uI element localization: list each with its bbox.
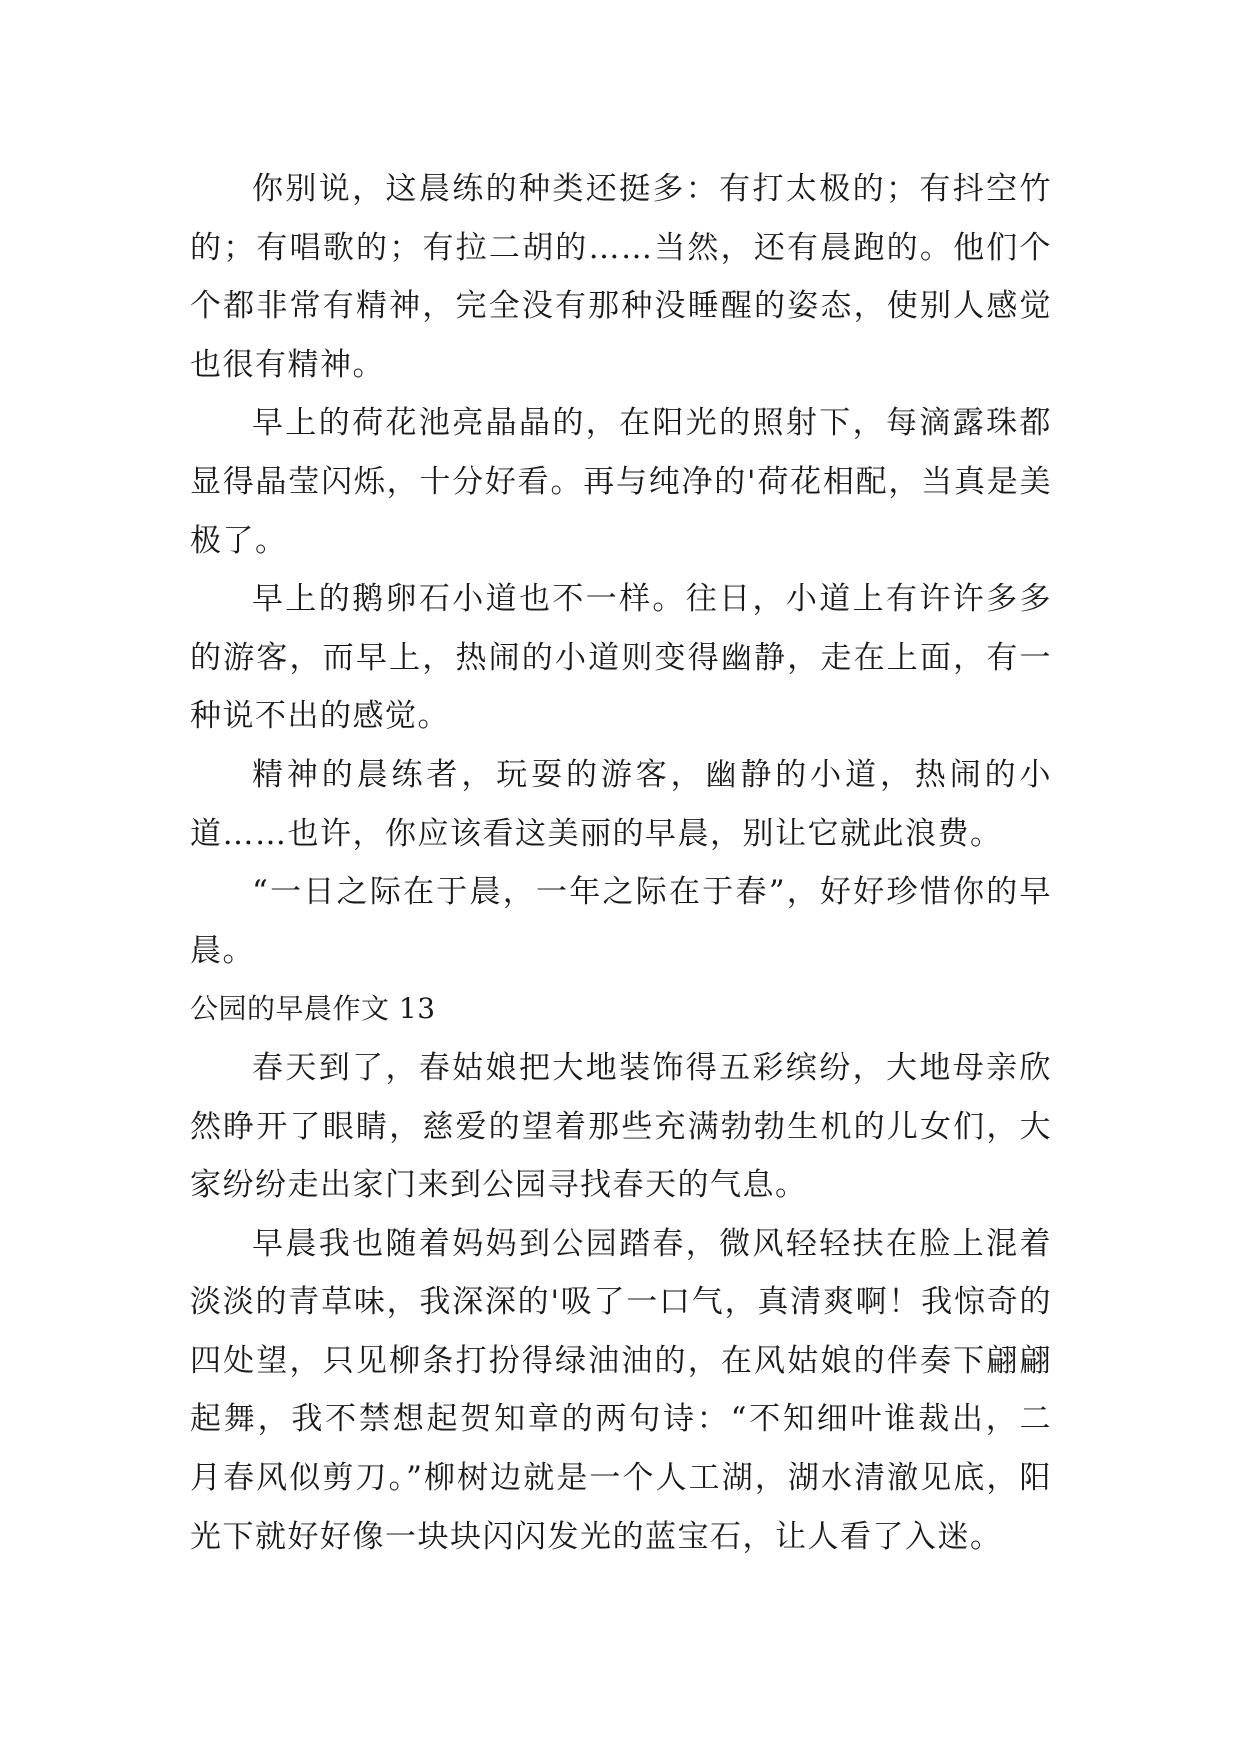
paragraph-quote: “一日之际在于晨，一年之际在于春”，好好珍惜你的早晨。 xyxy=(190,874,1052,969)
paragraph-lotus-pond: 早上的荷花池亮晶晶的，在阳光的照射下，每滴露珠都显得晶莹闪烁，十分好看。再与纯净的'荷花相配，当真是美极了。 xyxy=(190,405,1052,559)
paragraph-spring-arrives: 春天到了，春姑娘把大地装饰得五彩缤纷，大地母亲欣然睁开了眼睛，慈爱的望着那些充满勃勃生机的儿女们，大家纷纷走出家门来到公园寻找春天的气息。 xyxy=(190,1049,1052,1204)
document-body xyxy=(190,160,1052,1566)
paragraph-spring-walk: 早晨我也随着妈妈到公园踏春，微风轻轻扶在脸上混着淡淡的青草味，我深深的'吸了一口气，真清爽啊！我惊奇的四处望，只见柳条打扮得绿油油的，在风姑娘的伴奏下翩翩起舞，我不禁想起贺知章的两句诗：“不知细叶谁裁出，二月春风似剪刀。”柳树边就是一个人工湖，湖水清澈见底，阳光下就好好像一块块闪闪发光的蓝宝石，让人看了入迷。 xyxy=(190,1225,1052,1555)
paragraph-pebble-path: 早上的鹅卵石小道也不一样。往日，小道上有许许多多的游客，而早上，热闹的小道则变得幽静，走在上面，有一种说不出的感觉。 xyxy=(190,581,1052,735)
paragraph-summary: 精神的晨练者，玩耍的游客，幽静的小道，热闹的小道……也许，你应该看这美丽的早晨，别让它就此浪费。 xyxy=(190,756,1052,852)
paragraph-morning-exercise: 你别说，这晨练的种类还挺多：有打太极的；有抖空竹的；有唱歌的；有拉二胡的……当然，还有晨跑的。他们个个都非常有精神，完全没有那种没睡醒的姿态，使别人感觉也很有精神。 xyxy=(190,171,1052,383)
section-title: 公园的早晨作文 13 xyxy=(190,992,436,1026)
